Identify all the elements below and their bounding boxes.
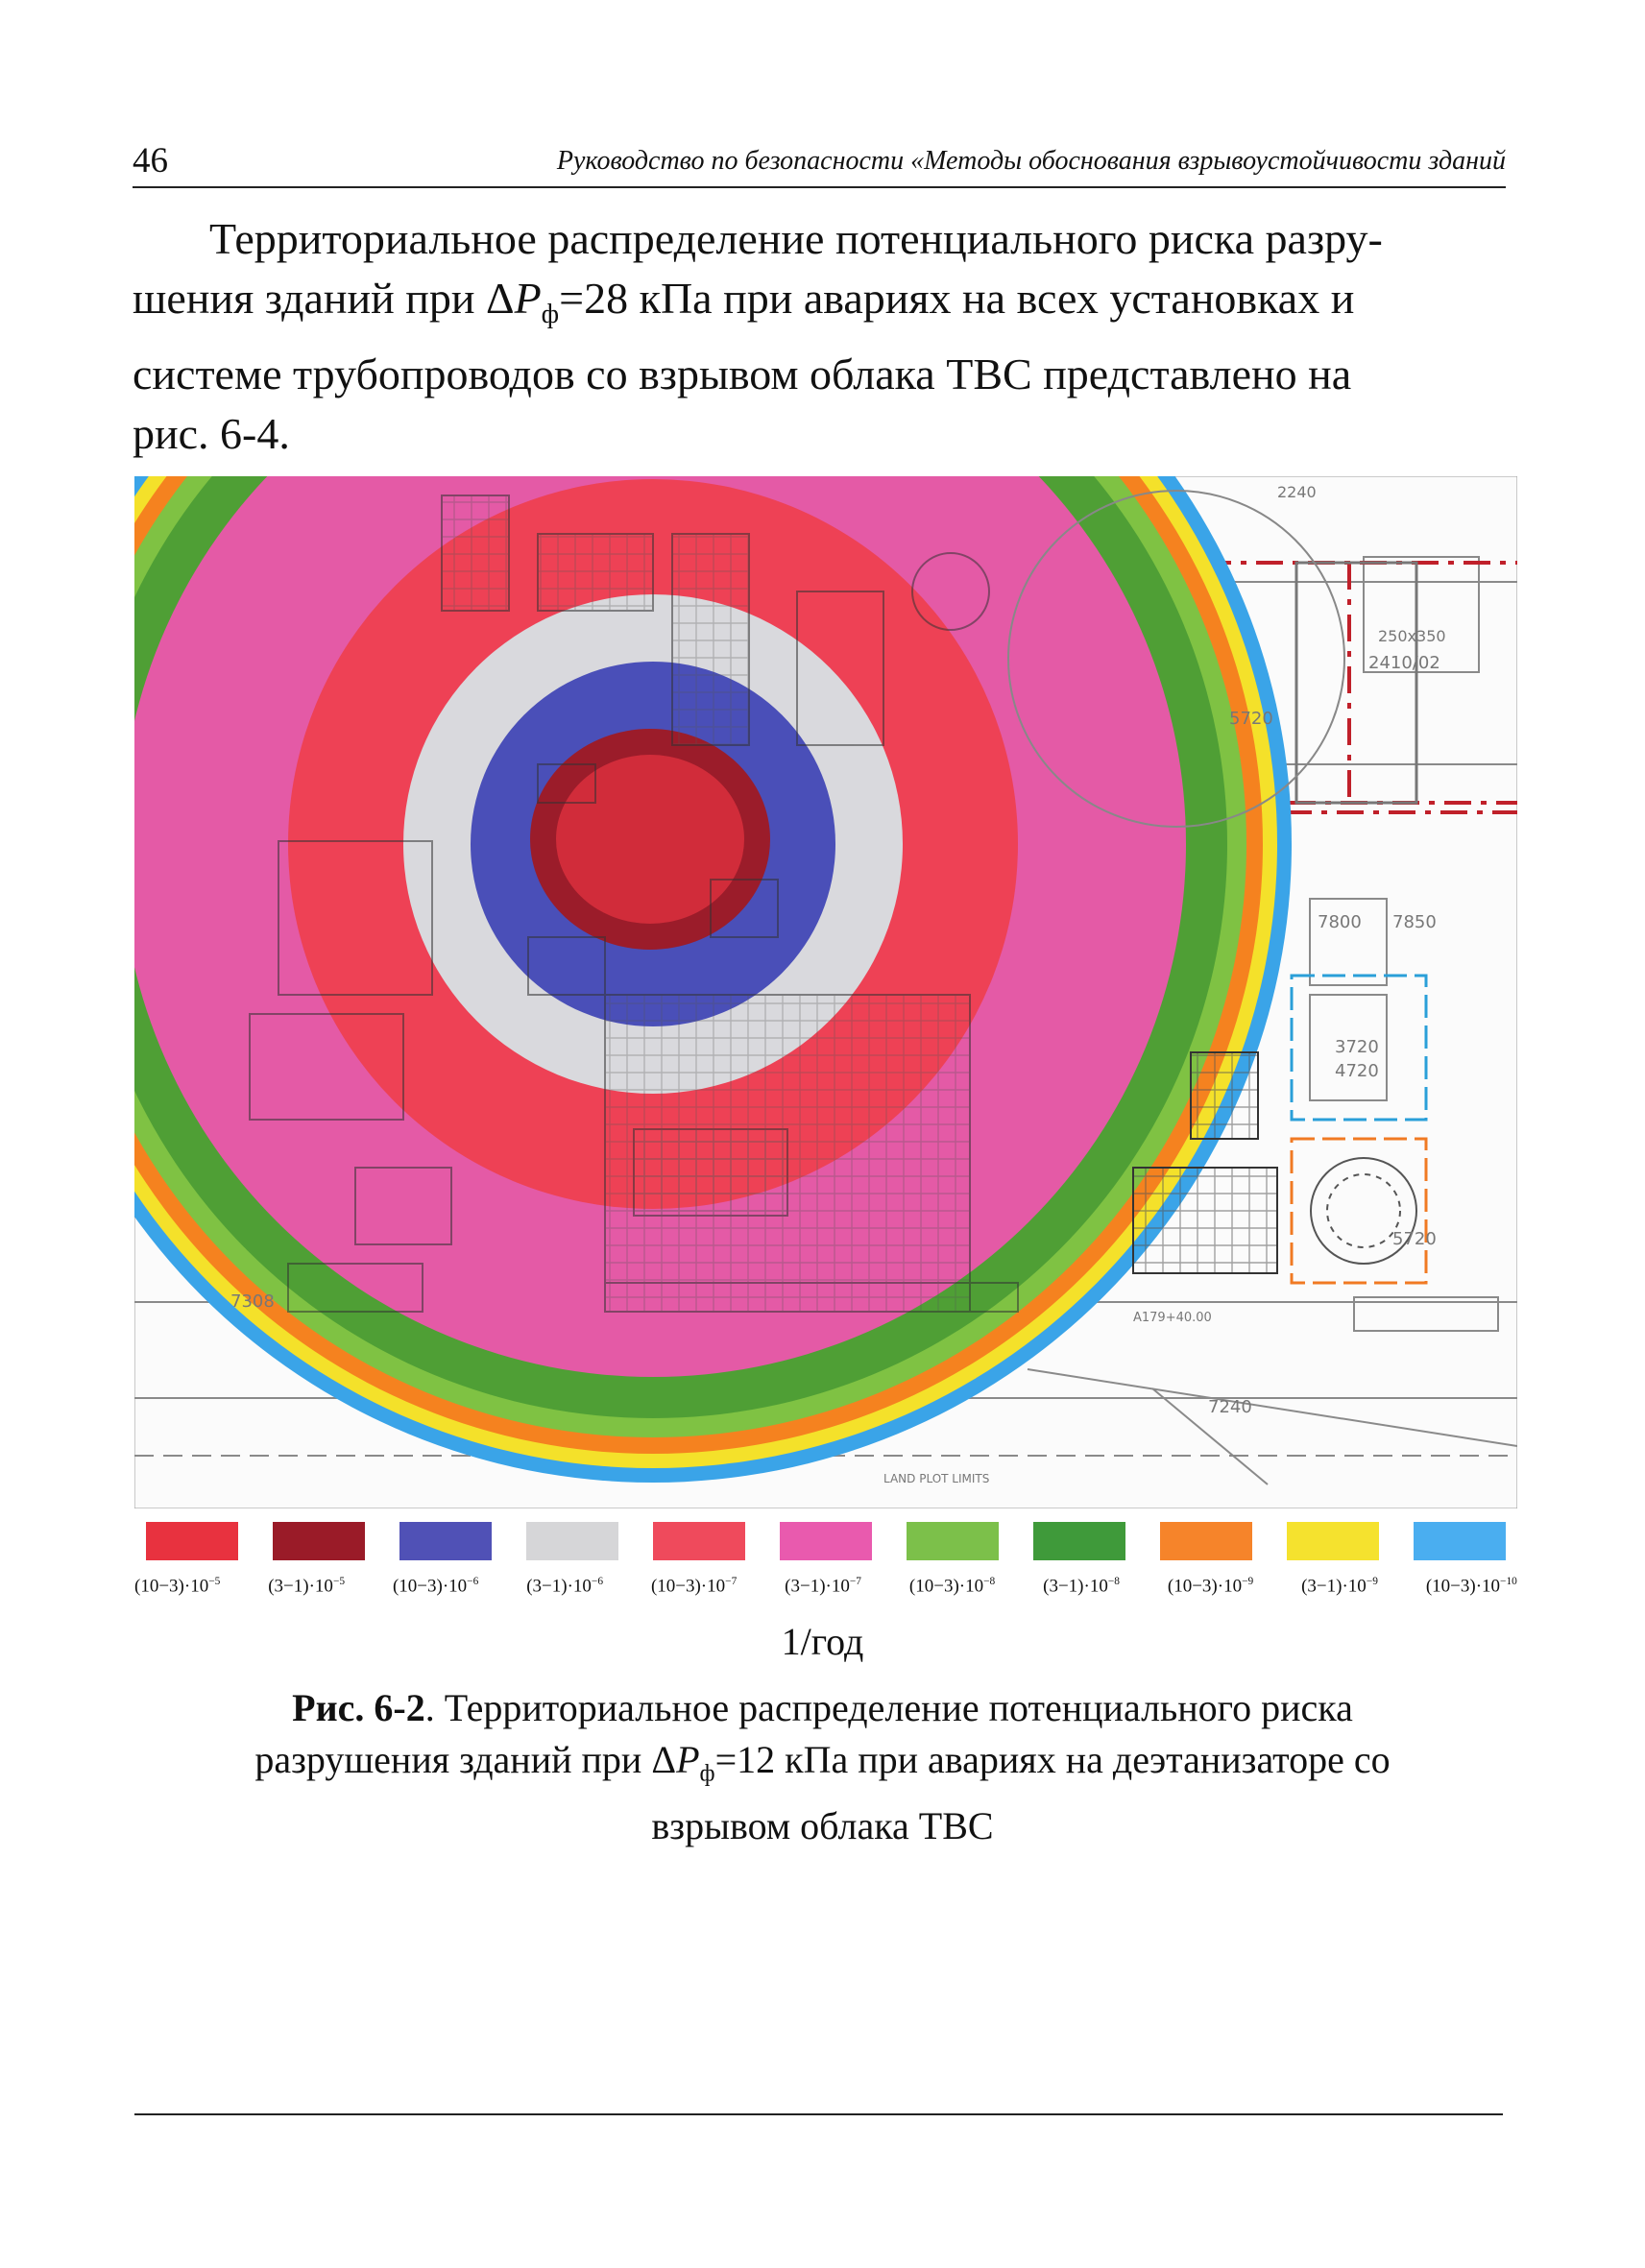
risk-map-svg bbox=[134, 476, 1517, 1508]
paragraph-line-2: шения зданий при $\Delta P_ф=28$ кПа при авариях на всех установках и bbox=[133, 274, 1355, 329]
legend-label: $(3-1)\cdot 10^{-8}$ bbox=[1043, 1576, 1120, 1597]
svg-text:4720: 4720 bbox=[1335, 1061, 1379, 1081]
legend-label: $(10-3)\cdot 10^{-8}$ bbox=[908, 1576, 996, 1597]
running-header bbox=[133, 134, 1506, 188]
footer-rule bbox=[134, 2113, 1503, 2115]
legend-swatch bbox=[526, 1522, 618, 1560]
legend-swatch bbox=[1287, 1522, 1379, 1560]
caption-line-3: взрывом облака ТВС bbox=[651, 1803, 994, 1847]
legend-label: $(10-3)\cdot 10^{-7}$ bbox=[650, 1576, 738, 1597]
svg-text:A179+40.00: A179+40.00 bbox=[1133, 1311, 1212, 1325]
svg-text:7800: 7800 bbox=[1318, 912, 1362, 932]
caption-label: Рис. 6-2 bbox=[292, 1686, 425, 1729]
figure-caption bbox=[144, 1682, 1501, 1852]
paragraph-line-3: системе трубопроводов со взрывом облака ТВС представлено на bbox=[133, 349, 1352, 398]
color-legend bbox=[134, 1522, 1517, 1599]
legend-swatch bbox=[146, 1522, 238, 1560]
svg-text:2240: 2240 bbox=[1277, 483, 1317, 501]
legend-unit: 1/год bbox=[781, 1620, 864, 1663]
svg-text:2410/02: 2410/02 bbox=[1368, 653, 1440, 673]
svg-text:5720: 5720 bbox=[1229, 709, 1273, 729]
legend-label: $(10-3)\cdot 10^{-9}$ bbox=[1167, 1576, 1254, 1597]
svg-text:3720: 3720 bbox=[1335, 1037, 1379, 1057]
legend-swatch bbox=[1033, 1522, 1125, 1560]
running-title: Руководство по безопасности «Методы обоснования взрывоустойчивости зданий bbox=[556, 146, 1506, 176]
legend-swatch bbox=[1414, 1522, 1506, 1560]
legend-swatch bbox=[399, 1522, 492, 1560]
caption-line-1: Рис. 6-2. Территориальное распределение потенциального риска bbox=[292, 1686, 1353, 1729]
risk-map-figure bbox=[134, 476, 1517, 1508]
legend-label: $(10-3)\cdot 10^{-5}$ bbox=[134, 1576, 221, 1597]
legend-label: $(10-3)\cdot 10^{-10}$ bbox=[1425, 1576, 1517, 1597]
legend-swatch bbox=[273, 1522, 365, 1560]
legend-swatch bbox=[1160, 1522, 1252, 1560]
svg-text:7850: 7850 bbox=[1392, 912, 1437, 932]
legend-swatches bbox=[134, 1522, 1517, 1564]
legend-label: $(3-1)\cdot 10^{-7}$ bbox=[785, 1576, 861, 1597]
svg-text:7240: 7240 bbox=[1208, 1397, 1252, 1417]
legend-label: $(3-1)\cdot 10^{-9}$ bbox=[1301, 1576, 1378, 1597]
svg-text:250x350: 250x350 bbox=[1378, 627, 1446, 645]
caption-line-2: разрушения зданий при $\Delta P_ф=12$ кПа при авариях на деэтанизаторе со bbox=[254, 1738, 1391, 1787]
intro-paragraph bbox=[133, 209, 1506, 464]
paragraph-line-4: рис. 6-4. bbox=[133, 408, 290, 458]
legend-swatch bbox=[780, 1522, 872, 1560]
legend-swatch bbox=[907, 1522, 999, 1560]
svg-text:7308: 7308 bbox=[230, 1291, 275, 1312]
legend-label: $(3-1)\cdot 10^{-6}$ bbox=[526, 1576, 604, 1597]
legend-label: $(3-1)\cdot 10^{-5}$ bbox=[268, 1576, 346, 1597]
svg-text:LAND PLOT LIMITS: LAND PLOT LIMITS bbox=[883, 1472, 990, 1485]
legend-swatch bbox=[653, 1522, 745, 1560]
legend-labels bbox=[134, 1576, 1517, 1597]
page-number: 46 bbox=[133, 141, 168, 181]
svg-text:5720: 5720 bbox=[1392, 1229, 1437, 1249]
legend-label: $(10-3)\cdot 10^{-6}$ bbox=[392, 1576, 479, 1597]
paragraph-line-1: Территориальное распределение потенциального риска разру- bbox=[209, 214, 1383, 263]
